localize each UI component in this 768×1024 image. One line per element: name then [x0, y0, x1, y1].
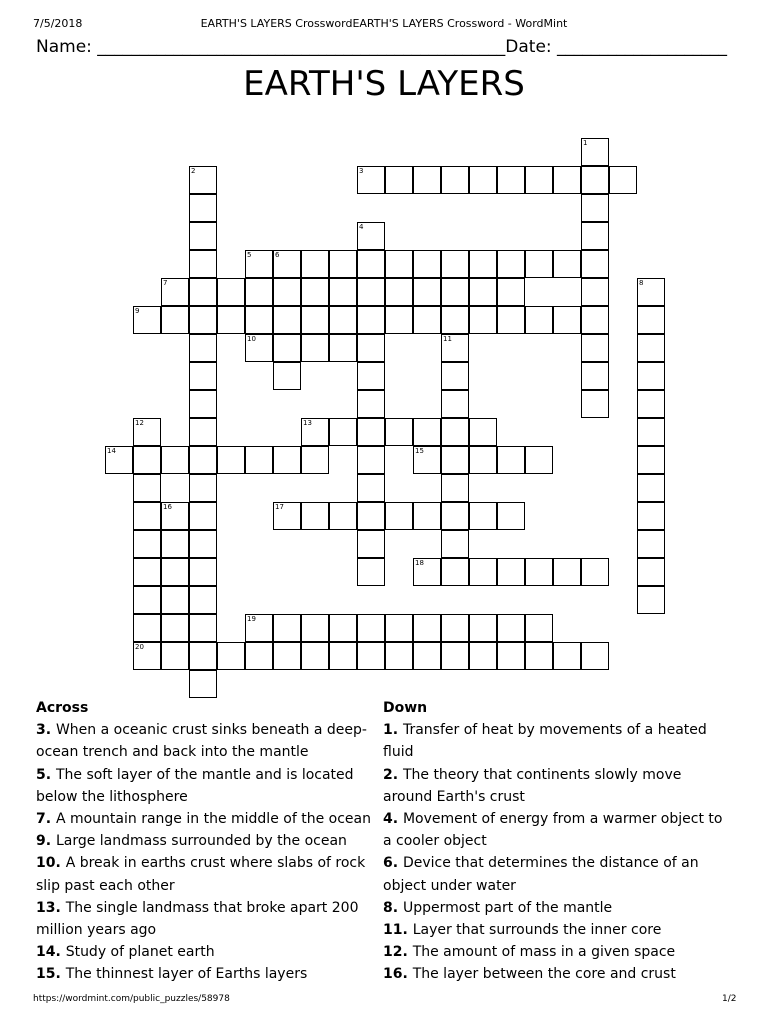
crossword-cell[interactable] — [133, 306, 161, 334]
clue-text: Movement of energy from a warmer object to a cooler object — [383, 811, 723, 850]
crossword-cell[interactable] — [161, 446, 189, 474]
crossword-cell[interactable] — [357, 334, 385, 362]
crossword-cell[interactable] — [385, 278, 413, 306]
clue-number: 7 — [36, 811, 46, 828]
crossword-cell[interactable] — [469, 446, 497, 474]
crossword-cell[interactable] — [245, 306, 273, 334]
crossword-cell[interactable] — [245, 614, 273, 642]
crossword-cell[interactable] — [161, 614, 189, 642]
clue-number: 10 — [247, 335, 256, 343]
crossword-cell[interactable] — [301, 306, 329, 334]
crossword-cell[interactable] — [413, 250, 441, 278]
crossword-cell[interactable] — [273, 614, 301, 642]
crossword-cell[interactable] — [413, 642, 441, 670]
clue-number: 3 — [36, 722, 46, 739]
crossword-cell[interactable] — [217, 642, 245, 670]
clue-number: 13 — [303, 419, 312, 427]
down-clue-list — [383, 719, 733, 985]
footer-page-number: 1/2 — [722, 994, 737, 1004]
crossword-cell[interactable] — [441, 250, 469, 278]
crossword-cell[interactable] — [413, 306, 441, 334]
crossword-cell[interactable] — [497, 446, 525, 474]
clue-text: Device that determines the distance of an object under water — [383, 855, 699, 894]
crossword-cell[interactable] — [637, 558, 665, 586]
crossword-cell[interactable] — [581, 222, 609, 250]
crossword-cell[interactable] — [497, 642, 525, 670]
crossword-cell[interactable] — [133, 502, 161, 530]
crossword-cell[interactable] — [637, 390, 665, 418]
crossword-cell[interactable] — [357, 474, 385, 502]
crossword-cell[interactable] — [273, 250, 301, 278]
across-clue-list — [36, 719, 386, 985]
clue-number: 4 — [359, 223, 364, 231]
clue-number: 6 — [275, 251, 280, 259]
crossword-cell[interactable] — [189, 194, 217, 222]
clue-number: 7 — [163, 279, 168, 287]
crossword-cell[interactable] — [413, 558, 441, 586]
across-clue: 10. A break in earths crust where slabs of rock slip past each other — [36, 855, 366, 894]
crossword-cell[interactable] — [217, 278, 245, 306]
crossword-cell[interactable] — [133, 586, 161, 614]
crossword-cell[interactable] — [273, 642, 301, 670]
crossword-cell[interactable] — [637, 278, 665, 306]
crossword-cell[interactable] — [525, 558, 553, 586]
clue-text: The theory that continents slowly move around Earth's crust — [383, 766, 682, 805]
across-clue: 5. The soft layer of the mantle and is located below the lithosphere — [36, 766, 354, 805]
crossword-cell[interactable] — [441, 642, 469, 670]
crossword-cell[interactable] — [581, 334, 609, 362]
crossword-cell[interactable] — [301, 446, 329, 474]
clue-number: 2 — [191, 167, 196, 175]
crossword-cell[interactable] — [553, 306, 581, 334]
crossword-cell[interactable] — [273, 362, 301, 390]
crossword-cell[interactable] — [161, 642, 189, 670]
crossword-cell[interactable] — [161, 530, 189, 558]
crossword-cell[interactable] — [189, 558, 217, 586]
clue-number: 15 — [415, 447, 424, 455]
clue-number: 11 — [383, 922, 403, 939]
crossword-cell[interactable] — [581, 642, 609, 670]
crossword-cell[interactable] — [329, 418, 357, 446]
crossword-cell[interactable] — [301, 502, 329, 530]
crossword-cell[interactable] — [469, 250, 497, 278]
crossword-cell[interactable] — [301, 250, 329, 278]
crossword-cell[interactable] — [273, 278, 301, 306]
crossword-cell[interactable] — [189, 418, 217, 446]
crossword-cell[interactable] — [581, 166, 609, 194]
clue-number: 1 — [583, 139, 588, 147]
crossword-cell[interactable] — [133, 642, 161, 670]
crossword-cell[interactable] — [441, 530, 469, 558]
crossword-cell[interactable] — [637, 306, 665, 334]
crossword-cell[interactable] — [273, 502, 301, 530]
crossword-cell[interactable] — [301, 642, 329, 670]
crossword-cell[interactable] — [189, 390, 217, 418]
clue-text: The single landmass that broke apart 200 million years ago — [36, 899, 359, 939]
crossword-cell[interactable] — [133, 530, 161, 558]
clue-text: The thinnest layer of Earths layers — [65, 966, 308, 983]
crossword-cell[interactable] — [497, 250, 525, 278]
crossword-cell[interactable] — [469, 306, 497, 334]
crossword-cell[interactable] — [525, 642, 553, 670]
crossword-cell[interactable] — [301, 334, 329, 362]
crossword-cell[interactable] — [245, 334, 273, 362]
clue-number: 3 — [359, 167, 364, 175]
crossword-cell[interactable] — [161, 558, 189, 586]
crossword-cell[interactable] — [413, 614, 441, 642]
crossword-cell[interactable] — [581, 138, 609, 166]
print-date: 7/5/2018 — [33, 17, 83, 30]
clue-number: 17 — [275, 503, 284, 511]
crossword-cell[interactable] — [189, 250, 217, 278]
clue-text: Transfer of heat by movements of a heated fluid — [383, 722, 707, 761]
down-clues — [383, 697, 733, 986]
crossword-cell[interactable] — [357, 306, 385, 334]
crossword-cell[interactable] — [357, 502, 385, 530]
crossword-cell[interactable] — [189, 446, 217, 474]
across-heading: Across — [36, 700, 89, 716]
crossword-cell[interactable] — [441, 502, 469, 530]
clue-number: 5 — [247, 251, 252, 259]
clue-number: 1 — [383, 722, 393, 739]
clue-number: 9 — [135, 307, 140, 315]
down-clue: 8. Uppermost part of the mantle — [383, 899, 613, 916]
crossword-cell[interactable] — [553, 558, 581, 586]
crossword-cell[interactable] — [161, 586, 189, 614]
crossword-cell[interactable] — [441, 334, 469, 362]
clue-number: 16 — [383, 966, 403, 983]
crossword-cell[interactable] — [245, 642, 273, 670]
down-clue: 6. Device that determines the distance of an object under water — [383, 855, 699, 894]
crossword-cell[interactable] — [189, 642, 217, 670]
crossword-cell[interactable] — [357, 278, 385, 306]
crossword-cell[interactable] — [581, 278, 609, 306]
crossword-cell[interactable] — [553, 250, 581, 278]
across-clue: 15. The thinnest layer of Earths layers — [36, 966, 308, 983]
crossword-cell[interactable] — [357, 614, 385, 642]
clue-number: 4 — [383, 811, 393, 828]
crossword-cell[interactable] — [273, 334, 301, 362]
clue-number: 11 — [443, 335, 452, 343]
crossword-cell[interactable] — [413, 502, 441, 530]
crossword-cell[interactable] — [497, 558, 525, 586]
clue-number: 16 — [163, 503, 172, 511]
crossword-cell[interactable] — [189, 222, 217, 250]
clue-number: 2 — [383, 766, 393, 783]
crossword-cell[interactable] — [189, 166, 217, 194]
crossword-cell[interactable] — [441, 446, 469, 474]
clue-number: 18 — [415, 559, 424, 567]
crossword-cell[interactable] — [497, 166, 525, 194]
crossword-cell[interactable] — [413, 418, 441, 446]
crossword-cell[interactable] — [525, 306, 553, 334]
across-clue: 3. When a oceanic crust sinks beneath a deep-ocean trench and back into the mantle — [36, 722, 367, 761]
crossword-cell[interactable] — [497, 278, 525, 306]
crossword-cell[interactable] — [469, 278, 497, 306]
crossword-cell[interactable] — [357, 530, 385, 558]
crossword-cell[interactable] — [329, 250, 357, 278]
crossword-cell[interactable] — [357, 222, 385, 250]
crossword-cell[interactable] — [161, 306, 189, 334]
crossword-cell[interactable] — [189, 614, 217, 642]
across-clue: 13. The single landmass that broke apart 200 million years ago — [36, 899, 359, 939]
down-clue: 16. The layer between the core and crust — [383, 966, 676, 983]
crossword-cell[interactable] — [469, 614, 497, 642]
clue-text: The soft layer of the mantle and is located below the lithosphere — [36, 766, 354, 805]
clue-text: The amount of mass in a given space — [412, 944, 676, 961]
crossword-cell[interactable] — [609, 166, 637, 194]
clue-number: 12 — [135, 419, 144, 427]
clue-number: 14 — [107, 447, 116, 455]
crossword-cell[interactable] — [161, 502, 189, 530]
crossword-cell[interactable] — [497, 306, 525, 334]
puzzle-title: EARTH'S LAYERS — [243, 64, 525, 104]
crossword-cell[interactable] — [133, 614, 161, 642]
crossword-cell[interactable] — [469, 558, 497, 586]
crossword-cell[interactable] — [525, 250, 553, 278]
crossword-cell[interactable] — [329, 306, 357, 334]
crossword-cell[interactable] — [217, 446, 245, 474]
clue-number: 14 — [36, 944, 56, 961]
crossword-cell[interactable] — [329, 642, 357, 670]
crossword-cell[interactable] — [441, 390, 469, 418]
down-clue: 1. Transfer of heat by movements of a heated fluid — [383, 722, 707, 761]
crossword-cell[interactable] — [441, 278, 469, 306]
crossword-cell[interactable] — [413, 446, 441, 474]
crossword-cell[interactable] — [525, 614, 553, 642]
crossword-cell[interactable] — [469, 166, 497, 194]
crossword-cell[interactable] — [133, 418, 161, 446]
crossword-cell[interactable] — [189, 278, 217, 306]
across-clue: 7. A mountain range in the middle of the ocean — [36, 811, 371, 828]
crossword-cell[interactable] — [385, 418, 413, 446]
crossword-cell[interactable] — [217, 306, 245, 334]
clue-text: A break in earths crust where slabs of rock slip past each other — [36, 855, 366, 894]
down-clue: 2. The theory that continents slowly move around Earth's crust — [383, 766, 682, 805]
crossword-cell[interactable] — [357, 362, 385, 390]
crossword-cell[interactable] — [497, 614, 525, 642]
crossword-cell[interactable] — [637, 586, 665, 614]
crossword-cell[interactable] — [637, 446, 665, 474]
clue-number: 12 — [383, 944, 403, 961]
clue-text: A mountain range in the middle of the ocean — [55, 811, 371, 828]
clue-number: 15 — [36, 966, 56, 983]
crossword-cell[interactable] — [357, 558, 385, 586]
crossword-cell[interactable] — [329, 278, 357, 306]
crossword-cell[interactable] — [469, 418, 497, 446]
crossword-cell[interactable] — [189, 306, 217, 334]
clue-number: 10 — [36, 855, 56, 872]
crossword-cell[interactable] — [637, 418, 665, 446]
crossword-cell[interactable] — [189, 334, 217, 362]
clue-text: When a oceanic crust sinks beneath a deep-ocean trench and back into the mantle — [36, 722, 367, 761]
crossword-cell[interactable] — [329, 614, 357, 642]
clue-number: 13 — [36, 899, 56, 916]
clue-number: 8 — [383, 899, 393, 916]
crossword-cell[interactable] — [413, 278, 441, 306]
crossword-cell[interactable] — [553, 166, 581, 194]
across-clue: 14. Study of planet earth — [36, 944, 215, 961]
crossword-cell[interactable] — [301, 278, 329, 306]
crossword-cell[interactable] — [245, 446, 273, 474]
crossword-cell[interactable] — [637, 502, 665, 530]
crossword-cell[interactable] — [357, 166, 385, 194]
clue-text: Uppermost part of the mantle — [402, 899, 613, 916]
crossword-cell[interactable] — [441, 474, 469, 502]
crossword-cell[interactable] — [189, 502, 217, 530]
crossword-cell[interactable] — [581, 390, 609, 418]
crossword-cell[interactable] — [581, 250, 609, 278]
crossword-cell[interactable] — [133, 558, 161, 586]
crossword-cell[interactable] — [581, 306, 609, 334]
crossword-cell[interactable] — [189, 474, 217, 502]
crossword-cell[interactable] — [357, 418, 385, 446]
clue-number: 6 — [383, 855, 393, 872]
crossword-cell[interactable] — [385, 502, 413, 530]
across-clue: 9. Large landmass surrounded by the ocean — [36, 833, 347, 850]
crossword-cell[interactable] — [357, 250, 385, 278]
footer-url: https://wordmint.com/public_puzzles/58978 — [33, 994, 230, 1004]
crossword-cell[interactable] — [301, 614, 329, 642]
crossword-cell[interactable] — [189, 670, 217, 698]
name-date-line: Name: ________________________________________________Date: ____________________ — [36, 37, 728, 57]
down-heading: Down — [383, 700, 428, 716]
clue-text: Study of planet earth — [65, 944, 215, 961]
clue-number: 9 — [36, 833, 46, 850]
crossword-cell[interactable] — [525, 446, 553, 474]
crossword-cell[interactable] — [441, 558, 469, 586]
across-clues — [36, 697, 386, 986]
crossword-cell[interactable] — [637, 530, 665, 558]
crossword-cell[interactable] — [637, 474, 665, 502]
crossword-cell[interactable] — [469, 502, 497, 530]
crossword-cell[interactable] — [441, 306, 469, 334]
clue-text: Layer that surrounds the inner core — [412, 922, 662, 939]
crossword-cell[interactable] — [581, 558, 609, 586]
clue-text: Large landmass surrounded by the ocean — [55, 833, 347, 850]
down-clue: 4. Movement of energy from a warmer object to a cooler object — [383, 811, 723, 850]
crossword-cell[interactable] — [357, 390, 385, 418]
crossword-cell[interactable] — [441, 418, 469, 446]
crossword-cell[interactable] — [637, 334, 665, 362]
clue-number: 5 — [36, 766, 46, 783]
clue-number: 20 — [135, 643, 144, 651]
crossword-cell[interactable] — [189, 586, 217, 614]
crossword-cell[interactable] — [441, 614, 469, 642]
crossword-cell[interactable] — [329, 334, 357, 362]
crossword-cell[interactable] — [581, 362, 609, 390]
crossword-cell[interactable] — [105, 446, 133, 474]
crossword-cell[interactable] — [385, 166, 413, 194]
clue-number: 19 — [247, 615, 256, 623]
crossword-cell[interactable] — [273, 306, 301, 334]
crossword-cell[interactable] — [189, 362, 217, 390]
crossword-cell[interactable] — [133, 474, 161, 502]
crossword-cell[interactable] — [441, 362, 469, 390]
crossword-cell[interactable] — [525, 166, 553, 194]
crossword-cell[interactable] — [329, 502, 357, 530]
crossword-cell[interactable] — [385, 642, 413, 670]
crossword-cell[interactable] — [637, 362, 665, 390]
crossword-cell[interactable] — [413, 166, 441, 194]
crossword-cell[interactable] — [385, 306, 413, 334]
crossword-cell[interactable] — [357, 446, 385, 474]
crossword-cell[interactable] — [133, 446, 161, 474]
down-clue: 11. Layer that surrounds the inner core — [383, 922, 662, 939]
crossword-cell[interactable] — [273, 446, 301, 474]
clue-text: The layer between the core and crust — [412, 966, 676, 983]
crossword-cell[interactable] — [497, 502, 525, 530]
crossword-cell[interactable] — [385, 614, 413, 642]
print-page-title: EARTH'S LAYERS CrosswordEARTH'S LAYERS Crossword - WordMint — [200, 17, 568, 30]
crossword-cell[interactable] — [469, 642, 497, 670]
crossword-cell[interactable] — [189, 530, 217, 558]
crossword-cell[interactable] — [245, 250, 273, 278]
crossword-cell[interactable] — [301, 418, 329, 446]
crossword-cell[interactable] — [581, 194, 609, 222]
crossword-cell[interactable] — [357, 642, 385, 670]
crossword-cell[interactable] — [441, 166, 469, 194]
crossword-cell[interactable] — [245, 278, 273, 306]
crossword-cell[interactable] — [553, 642, 581, 670]
down-clue: 12. The amount of mass in a given space — [383, 944, 676, 961]
crossword-cell[interactable] — [161, 278, 189, 306]
clue-number: 8 — [639, 279, 644, 287]
crossword-cell[interactable] — [385, 250, 413, 278]
